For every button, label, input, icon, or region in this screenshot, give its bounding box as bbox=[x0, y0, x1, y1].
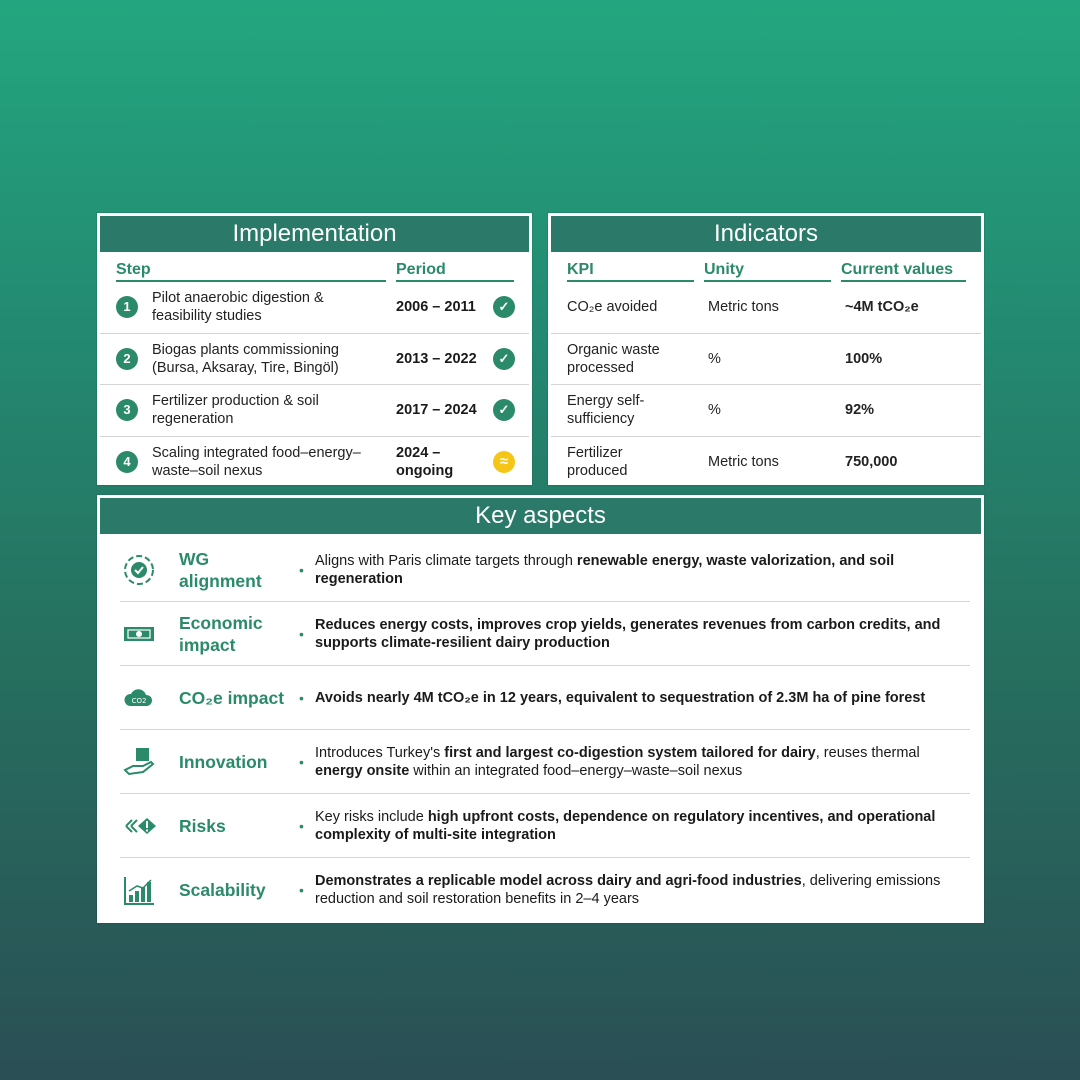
co2-cloud-icon bbox=[120, 679, 158, 717]
bullet: • bbox=[299, 689, 304, 706]
text-segment: within an integrated food–energy–waste–soil nexus bbox=[409, 762, 743, 779]
bullet: • bbox=[299, 817, 304, 834]
text-segment: energy onsite bbox=[315, 762, 410, 779]
bullet: • bbox=[299, 882, 304, 898]
key-aspect-row bbox=[120, 794, 970, 858]
key-aspects-title: Key aspects bbox=[100, 498, 981, 534]
key-aspect-row bbox=[120, 602, 970, 666]
step-number: 4 bbox=[116, 451, 138, 473]
hand-box-icon bbox=[120, 743, 158, 781]
bullet: • bbox=[299, 625, 304, 642]
key-aspect-text bbox=[315, 872, 964, 908]
text-segment: high upfront costs, dependence on regulatory incentives, and operational complexity of multi-site integration bbox=[315, 808, 936, 843]
growth-chart-icon bbox=[120, 871, 158, 909]
key-aspect-row bbox=[120, 538, 970, 602]
implementation-rows bbox=[100, 282, 529, 488]
key-aspect-label: CO₂e impact bbox=[179, 687, 285, 708]
text-segment: renewable energy, waste valorization, and soil regeneration bbox=[315, 552, 895, 587]
value-text: 750,000 bbox=[845, 454, 898, 471]
kpi-text: CO₂e avoided bbox=[567, 299, 658, 316]
text-segment: Key risks include bbox=[315, 808, 428, 825]
table-row bbox=[551, 385, 981, 437]
text-segment: first and largest co-digestion system tailored for dairy bbox=[444, 744, 816, 761]
text-segment: , reuses thermal bbox=[815, 744, 920, 761]
key-aspect-label: WG alignment bbox=[179, 548, 262, 591]
text-segment: Demonstrates a replicable model across dairy and agri-food industries bbox=[315, 873, 802, 889]
risk-arrows-icon bbox=[120, 807, 158, 845]
unity-text: % bbox=[708, 402, 721, 419]
period-text: 2013 – 2022 bbox=[396, 350, 477, 367]
key-aspect-text bbox=[315, 616, 964, 652]
step-text: Biogas plants commissioning (Bursa, Aksaray, Tire, Bingöl) bbox=[152, 341, 339, 376]
check-icon: ✓ bbox=[493, 348, 515, 370]
bullet: • bbox=[299, 753, 304, 770]
value-text: 100% bbox=[845, 350, 883, 367]
key-aspect-text bbox=[315, 808, 964, 844]
key-aspect-label: Economic impact bbox=[179, 612, 263, 655]
bullet: • bbox=[299, 561, 304, 578]
key-aspect-row bbox=[120, 858, 970, 922]
kpi-text: Fertilizer produced bbox=[567, 445, 628, 480]
implementation-panel bbox=[97, 213, 532, 485]
ongoing-icon: ≈ bbox=[493, 451, 515, 473]
key-aspect-label: Scalability bbox=[179, 880, 266, 900]
indicators-table-header bbox=[567, 252, 967, 282]
text-segment: Avoids nearly 4M tCO₂e in 12 years, equivalent to sequestration of 2.3M ha of pine forest bbox=[315, 689, 926, 706]
table-row bbox=[100, 385, 529, 437]
table-row bbox=[551, 334, 981, 386]
period-text: 2017 – 2024 bbox=[396, 402, 477, 419]
text-segment: Introduces Turkey's bbox=[315, 744, 445, 761]
indicators-title: Indicators bbox=[551, 216, 981, 252]
table-row bbox=[100, 334, 529, 386]
indicators-rows bbox=[551, 282, 981, 488]
col-values: Current values bbox=[841, 261, 954, 278]
key-aspect-text bbox=[315, 552, 964, 588]
text-segment: , delivering emissions reduction and soil restoration benefits in 2–4 years bbox=[315, 873, 941, 907]
table-row bbox=[551, 437, 981, 489]
col-period: Period bbox=[396, 261, 446, 278]
check-icon: ✓ bbox=[493, 399, 515, 421]
table-row bbox=[551, 282, 981, 334]
period-text: 2024 – ongoing bbox=[396, 445, 454, 480]
kpi-text: Organic waste processed bbox=[567, 341, 660, 376]
table-row bbox=[100, 437, 529, 489]
target-check-icon bbox=[120, 551, 158, 589]
key-aspects-rows bbox=[100, 534, 981, 922]
step-text: Scaling integrated food–energy–waste–soil nexus bbox=[152, 445, 361, 480]
value-text: 92% bbox=[845, 402, 875, 419]
key-aspect-text bbox=[315, 744, 964, 780]
indicators-panel bbox=[548, 213, 984, 485]
check-icon: ✓ bbox=[493, 296, 515, 318]
unity-text: % bbox=[708, 350, 721, 367]
key-aspects-panel bbox=[97, 495, 984, 923]
step-number: 2 bbox=[116, 348, 138, 370]
key-aspect-label: Risks bbox=[179, 815, 226, 836]
text-segment: Reduces energy costs, improves crop yields, generates revenues from carbon credits, and supports climate-resilient dairy production bbox=[315, 616, 941, 651]
banknote-icon bbox=[120, 615, 158, 653]
implementation-title: Implementation bbox=[100, 216, 529, 252]
key-aspect-row bbox=[120, 730, 970, 794]
step-text: Pilot anaerobic digestion & feasibility studies bbox=[152, 290, 324, 325]
key-aspect-text bbox=[315, 689, 964, 707]
table-row bbox=[100, 282, 529, 334]
step-number: 1 bbox=[116, 296, 138, 318]
key-aspect-label: Innovation bbox=[179, 751, 268, 772]
col-step: Step bbox=[116, 261, 151, 278]
value-text: ~4M tCO₂e bbox=[845, 299, 919, 316]
period-text: 2006 – 2011 bbox=[396, 299, 476, 316]
implementation-table-header bbox=[116, 252, 515, 282]
key-aspect-row bbox=[120, 666, 970, 730]
unity-text: Metric tons bbox=[708, 454, 779, 471]
col-kpi: KPI bbox=[567, 261, 594, 278]
step-number: 3 bbox=[116, 399, 138, 421]
unity-text: Metric tons bbox=[708, 299, 779, 316]
col-unity: Unity bbox=[704, 261, 744, 278]
svg-text:CO2: CO2 bbox=[131, 696, 147, 705]
text-segment: Aligns with Paris climate targets through bbox=[315, 552, 577, 569]
kpi-text: Energy self-sufficiency bbox=[567, 393, 645, 428]
step-text: Fertilizer production & soil regeneration bbox=[152, 393, 319, 428]
